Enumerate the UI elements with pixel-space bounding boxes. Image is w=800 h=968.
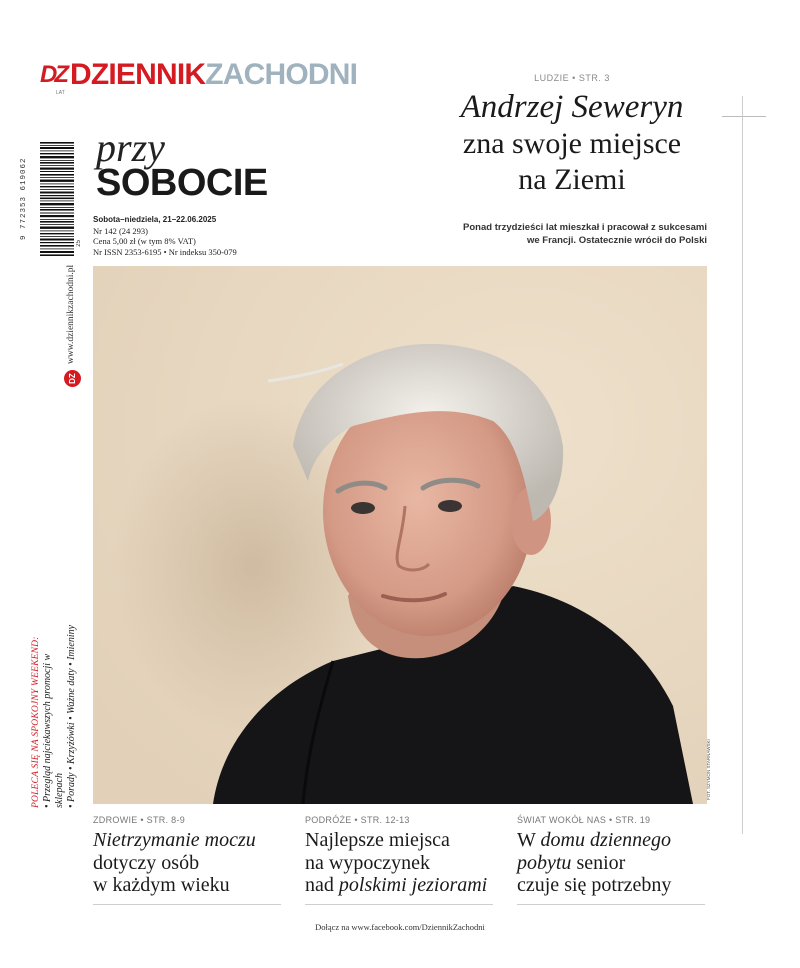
teaser-headline-line2: na wypoczynek [305,851,430,874]
masthead-word-zachodni: ZACHODNI [205,58,358,91]
teaser-kicker: ŚWIAT WOKÓŁ NAS • STR. 19 [517,815,651,825]
portrait-illustration [93,266,707,804]
promo-line-1: • Przegląd najciekawszych promocji w sklepach [42,653,65,808]
teaser-headline [93,829,281,897]
barcode-issue-code: 25 [76,240,82,247]
teaser-headline-line1: Najlepsze miejsca [305,829,450,851]
cover-story-kicker: LUDZIE • STR. 3 [534,73,610,83]
cover-story-lead-line2: we Francji. Ostatecznie wrócił do Polski [526,235,707,246]
teaser-headline [517,829,705,897]
teaser-headline-line3: czuje się potrzebny [517,874,672,896]
issue-issn: Nr ISSN 2353-6195 • Nr indeksu 350-079 [93,246,237,257]
barcode-digits: 9 772353 619062 [20,157,28,241]
masthead-word-dziennik: DZIENNIK [70,58,206,91]
teaser-world[interactable] [517,815,705,905]
issue-info [93,215,237,257]
cover-story-title-line1: zna swoje miejsce [462,127,682,160]
brand-logo-mark: DZ [40,61,66,88]
teaser-kicker: PODRÓŻE • STR. 12-13 [305,815,410,825]
brand-logo-sub: LAT [56,90,65,96]
teaser-travel[interactable] [305,815,493,905]
teaser-health[interactable] [93,815,281,905]
teaser-rule [305,904,493,905]
issue-date: Sobota–niedziela, 21–22.06.2025 [93,215,217,224]
teaser-rule [93,904,281,905]
facebook-footer[interactable]: Dołącz na www.facebook.com/DziennikZachodni [315,922,485,932]
teaser-headline-italic-1: domu dziennego [540,829,672,851]
teaser-rule [517,904,705,905]
crop-mark-horizontal [722,116,766,117]
cover-story-name: Andrzej Seweryn [460,89,684,125]
cover-photo [93,266,707,804]
teaser-headline-line2-rest: senior [571,851,626,874]
cover-story-headline [440,88,704,198]
teaser-headline-italic: Nietrzymanie moczu [93,829,256,851]
section-title-sobocie: SOBOCIE [96,162,268,204]
crop-mark-vertical [742,96,743,834]
weekend-promo [30,622,78,808]
masthead [70,58,357,92]
issue-price: Cena 5,00 zł (w tym 8% VAT) [93,236,196,246]
barcode [40,142,74,256]
teaser-headline-line3-prefix: nad [305,874,339,896]
teaser-kicker: ZDROWIE • STR. 8-9 [93,815,186,825]
website-url[interactable]: www.dziennikzachodni.pl [66,264,76,364]
teaser-headline [305,829,493,897]
photo-credit: FOT. SZYMON STARNAWSKI [706,739,711,800]
teaser-headline-line2: dotyczy osób [93,851,200,874]
section-title-przy: przy [96,125,165,170]
cover-story-lead-line1: Ponad trzydzieści lat mieszkał i pracował z sukcesami [463,222,707,233]
promo-title: POLECA SIĘ NA SPOKOJNY WEEKEND: [31,636,41,808]
cover-story-lead [417,221,707,247]
teaser-headline-italic-2: pobytu [517,851,572,874]
dz-badge-icon: DZ [64,370,81,387]
teaser-headline-line1-prefix: W [517,829,541,851]
cover-story-title-line2: na Ziemi [518,163,626,196]
promo-line-2: • Porady • Krzyżówki • Ważne daty • Imieniny [66,624,77,808]
teaser-headline-italic: polskimi jeziorami [338,874,488,896]
issue-number: Nr 142 (24 293) [93,225,149,236]
teaser-headline-line3: w każdym wieku [93,874,230,896]
